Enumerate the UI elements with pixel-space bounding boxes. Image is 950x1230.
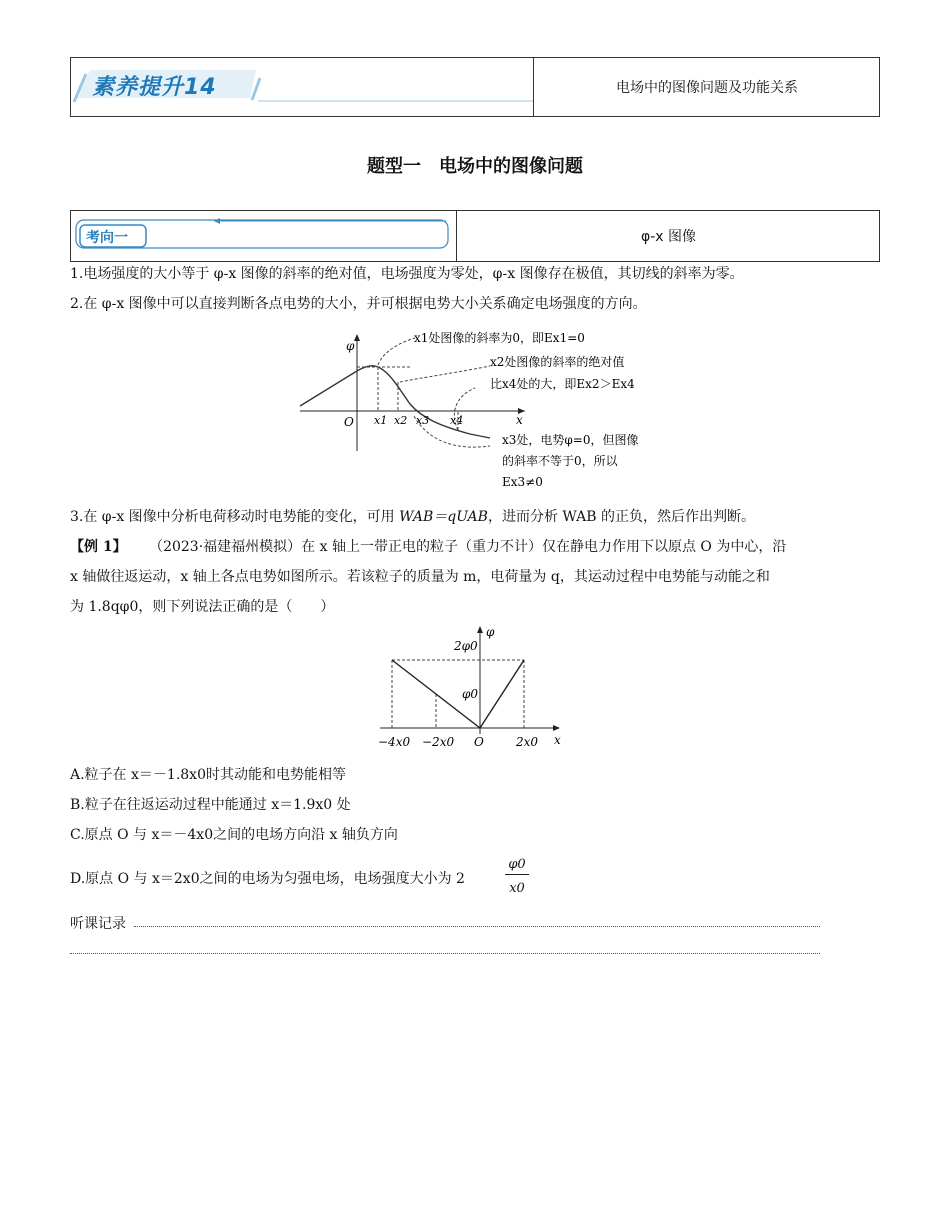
fig1-tick-x2: x2 xyxy=(394,414,408,427)
kaoxiang-badge xyxy=(74,216,450,254)
option-b: B.粒子在往返运动过程中能通过 x＝1.9x0 处 xyxy=(70,797,351,813)
phi-curve xyxy=(300,366,490,438)
section-title: 题型一 电场中的图像问题 xyxy=(367,156,583,177)
option-a: A.粒子在 x＝－1.8x0时其动能和电势能相等 xyxy=(70,767,346,783)
example-source: （2023·福建福州模拟） xyxy=(149,539,302,555)
option-d-denominator: x0 xyxy=(509,881,525,896)
fig2-ytick-2phi0: 2φ0 xyxy=(454,639,478,653)
option-c: C.原点 O 与 x＝－4x0之间的电场方向沿 x 轴负方向 xyxy=(70,827,398,843)
example-label: 【例 1】 xyxy=(70,539,127,555)
example-line-1 xyxy=(70,537,786,557)
fig2-xtick-neg4x0: −4x0 xyxy=(378,735,411,749)
phi-x-figure xyxy=(290,326,670,496)
fig1-note2-line2: 比x4处的大，即Ex2＞Ex4 xyxy=(490,377,635,391)
banner-title: 素养提升14 xyxy=(92,75,217,100)
fig1-note3-line3: Ex3≠0 xyxy=(502,475,543,489)
fig1-note1: x1处图像的斜率为0，即Ex1=0 xyxy=(414,331,585,345)
fig2-xtick-2x0: 2x0 xyxy=(516,735,539,749)
kaoxiang-title: φ-x 图像 xyxy=(640,229,697,245)
fig2-phi-label: φ xyxy=(486,625,495,639)
point-2: 2.在 φ-x 图像中可以直接判断各点电势的大小，并可根据电势大小关系确定电场强度的方向。 xyxy=(70,296,647,312)
example-line-3: 为 1.8qφ0，则下列说法正确的是（ ） xyxy=(70,599,335,615)
notes-label: 听课记录 xyxy=(70,916,126,932)
fig1-tick-x1: x1 xyxy=(374,414,388,427)
fig2-origin: O xyxy=(474,735,484,749)
fig1-note3-line2: 的斜率不等于0，所以 xyxy=(502,454,618,468)
point-3-suffix: ，进而分析 WAB 的正负，然后作出判断。 xyxy=(487,509,755,525)
fig2-x-label: x xyxy=(554,733,561,747)
point-1: 1.电场强度的大小等于 φ-x 图像的斜率的绝对值，电场强度为零处，φ-x 图像存在极值，其切线的斜率为零。 xyxy=(70,266,744,282)
fig1-tick-x4: x4 xyxy=(450,414,464,427)
fig1-tick-x3: x3 xyxy=(416,414,430,427)
fig2-ytick-phi0: φ0 xyxy=(462,687,479,701)
point-3-prefix: 3.在 φ-x 图像中分析电荷移动时电势能的变化，可用 xyxy=(70,509,400,525)
fig1-phi-label: φ xyxy=(346,339,355,353)
fig1-x-label: x xyxy=(516,413,523,427)
header-title: 电场中的图像问题及功能关系 xyxy=(533,57,880,117)
notes-line-1[interactable] xyxy=(134,926,820,927)
example-text-1: 在 x 轴上一带正电的粒子（重力不计）仅在静电力作用下以原点 O 为中心，沿 xyxy=(301,539,787,555)
fig2-phi-line xyxy=(392,660,524,728)
fig1-note2-line1: x2处图像的斜率的绝对值 xyxy=(490,355,625,369)
example-line-2: x 轴做往返运动，x 轴上各点电势如图所示。若该粒子的质量为 m，电荷量为 q，其运动过程中电势能与动能之和 xyxy=(70,569,770,585)
fig2-xtick-neg2x0: −2x0 xyxy=(422,735,455,749)
kaoxiang-badge-label: 考向一 xyxy=(86,230,128,246)
example-figure xyxy=(370,622,570,752)
notes-line-2[interactable] xyxy=(70,953,820,954)
option-d: D.原点 O 与 x＝2x0之间的电场为匀强电场，电场强度大小为 2 xyxy=(70,871,465,887)
option-d-numerator: φ0 xyxy=(505,856,529,875)
fig1-note3-line1: x3处，电势φ=0，但图像 xyxy=(502,433,639,447)
point-3-formula: WAB＝qUAB xyxy=(399,509,488,525)
banner-underline xyxy=(258,100,533,102)
fig1-origin: O xyxy=(344,415,354,429)
point-3 xyxy=(70,507,755,527)
